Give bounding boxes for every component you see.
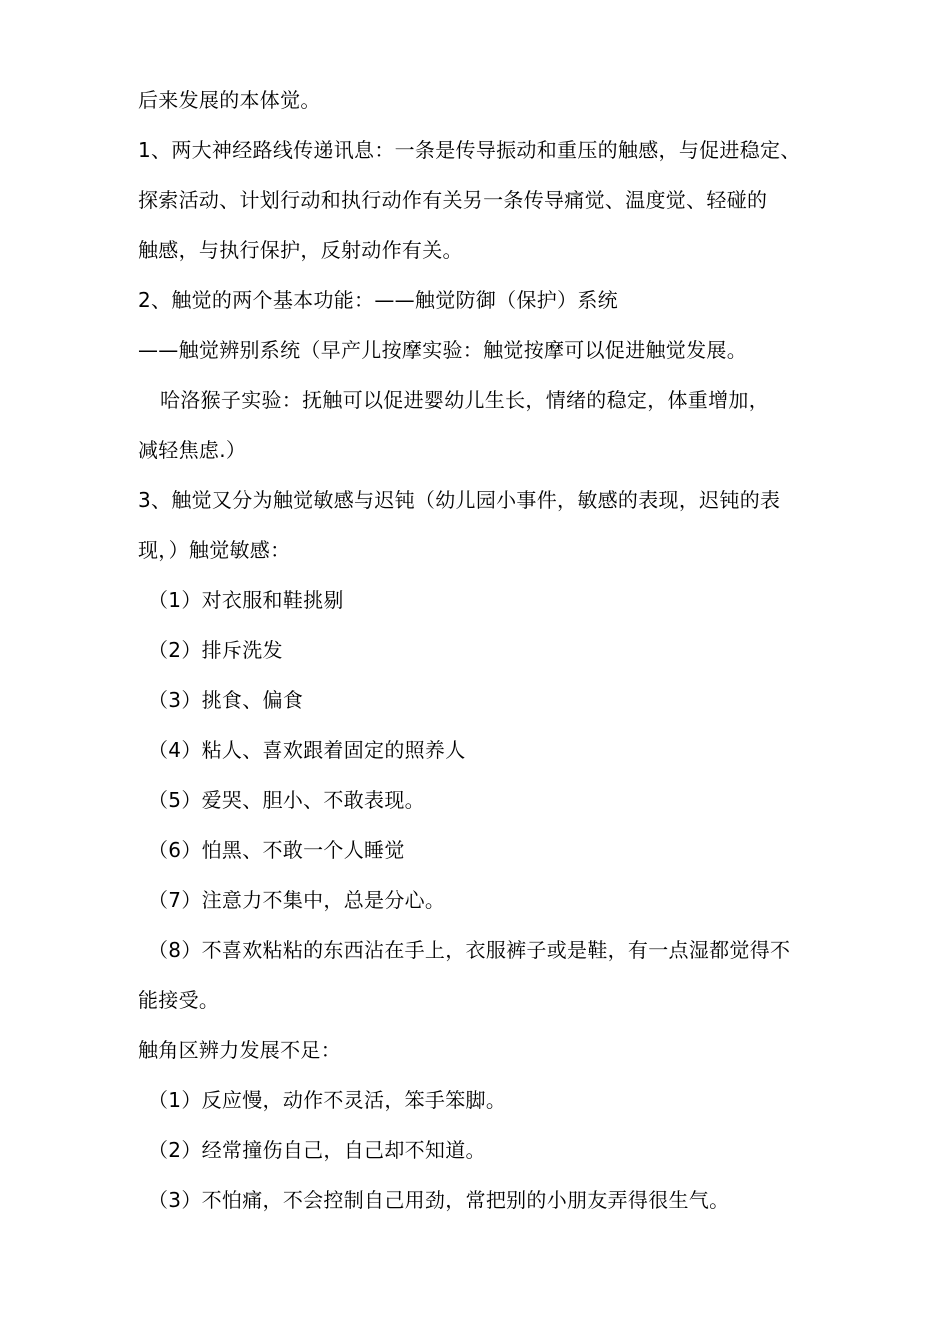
text-line: 减轻焦虑.）: [138, 438, 247, 462]
text-line: 2、触觉的两个基本功能：——触觉防御（保护）系统: [138, 288, 618, 312]
text-line: 现，）触觉敏感：: [138, 538, 291, 562]
text-line: ——触觉辨别系统（早产儿按摩实验：触觉按摩可以促进触觉发展。: [138, 338, 747, 362]
list-item: （2）经常撞伤自己，自己却不知道。: [148, 1138, 486, 1162]
list-item: （1）反应慢，动作不灵活，笨手笨脚。: [148, 1088, 507, 1112]
text-line: 触感，与执行保护，反射动作有关。: [138, 238, 463, 262]
text-line: 1、两大神经路线传递讯息：一条是传导振动和重压的触感，与促进稳定、: [138, 138, 801, 162]
text-line: 哈洛猴子实验：抚触可以促进婴幼儿生长，情绪的稳定，体重增加，: [160, 388, 769, 412]
list-item: （8）不喜欢粘粘的东西沾在手上，衣服裤子或是鞋，有一点湿都觉得不: [148, 938, 791, 962]
section-heading: 触角区辨力发展不足：: [138, 1038, 341, 1062]
text-line: 后来发展的本体觉。: [138, 88, 321, 112]
text-line: 能接受。: [138, 988, 220, 1012]
list-item: （2）排斥洗发: [148, 638, 283, 662]
list-item: （7）注意力不集中，总是分心。: [148, 888, 446, 912]
list-item: （3）挑食、偏食: [148, 688, 304, 712]
list-item: （1）对衣服和鞋挑剔: [148, 588, 344, 612]
list-item: （4）粘人、喜欢跟着固定的照养人: [148, 738, 466, 762]
text-line: 探索活动、计划行动和执行动作有关另一条传导痛觉、温度觉、轻碰的: [138, 188, 768, 212]
list-item: （5）爱哭、胆小、不敢表现。: [148, 788, 425, 812]
text-line: 3、触觉又分为触觉敏感与迟钝（幼儿园小事件，敏感的表现，迟钝的表: [138, 488, 781, 512]
list-item: （3）不怕痛，不会控制自己用劲，常把别的小朋友弄得很生气。: [148, 1188, 730, 1212]
list-item: （6）怕黑、不敢一个人睡觉: [148, 838, 405, 862]
